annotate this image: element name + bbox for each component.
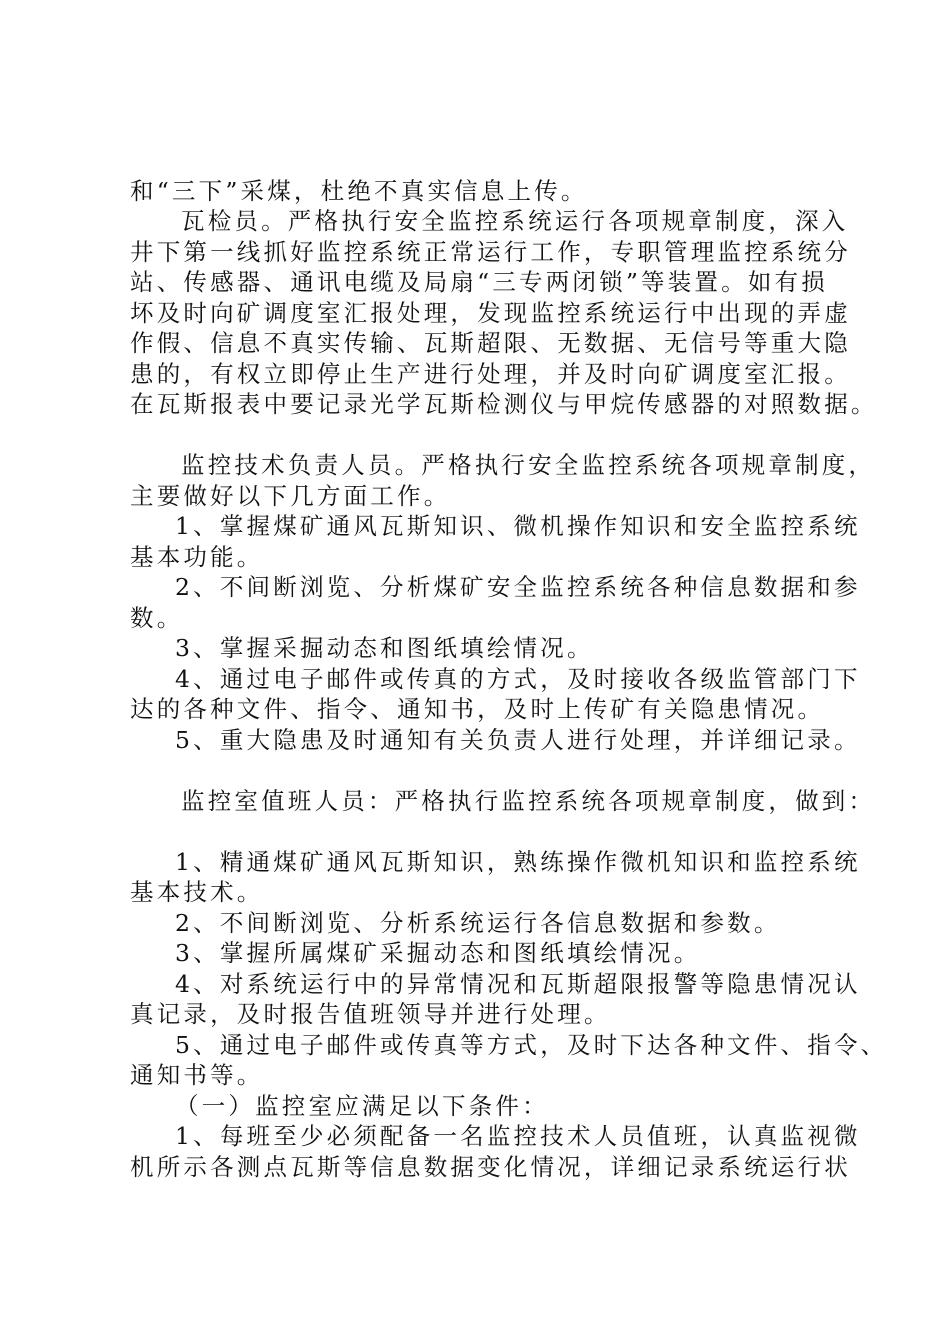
text-line: 主要做好以下几方面工作。 [130, 482, 451, 510]
text-line: 在瓦斯报表中要记录光学瓦斯检测仪与甲烷传感器的对照数据。 [130, 390, 878, 418]
text-line: 2、不间断浏览、分析系统运行各信息数据和参数。 [175, 909, 781, 937]
text-line: 坏及时向矿调度室汇报处理，发现监控系统运行中出现的弄虚 [130, 299, 851, 327]
text-line: 3、掌握采掘动态和图纸填绘情况。 [175, 634, 594, 662]
text-line: 患的，有权立即停止生产进行处理，并及时向矿调度室汇报。 [130, 360, 851, 388]
text-line: 1、精通煤矿通风瓦斯知识，熟练操作微机知识和监控系统 [175, 848, 861, 876]
text-line: 通知书等。 [130, 1061, 264, 1089]
text-line: 作假、信息不真实传输、瓦斯超限、无数据、无信号等重大隐 [130, 329, 851, 357]
text-line: 4、通过电子邮件或传真的方式，及时接收各级监管部门下 [175, 665, 861, 693]
text-line: 5、通过电子邮件或传真等方式，及时下达各种文件、指令、 [175, 1031, 888, 1059]
text-line: 基本功能。 [130, 543, 264, 571]
text-line: 2、不间断浏览、分析煤矿安全监控系统各种信息数据和参 [175, 573, 861, 601]
text-line: 1、掌握煤矿通风瓦斯知识、微机操作知识和安全监控系统 [175, 512, 861, 540]
text-line: 机所示各测点瓦斯等信息数据变化情况，详细记录系统运行状 [130, 1153, 851, 1181]
text-line: 井下第一线抓好监控系统正常运行工作，专职管理监控系统分 [130, 238, 851, 266]
text-line: 达的各种文件、指令、通知书，及时上传矿有关隐患情况。 [130, 695, 825, 723]
text-line: 站、传感器、通讯电缆及局扇“三专两闭锁”等装置。如有损 [130, 268, 828, 296]
text-line: 4、对系统运行中的异常情况和瓦斯超限报警等隐患情况认 [175, 970, 861, 998]
text-line: 监控技术负责人员。严格执行安全监控系统各项规章制度， [181, 451, 876, 479]
text-line: （一）监控室应满足以下条件： [175, 1092, 549, 1120]
text-line: 瓦检员。严格执行安全监控系统运行各项规章制度，深入 [181, 207, 849, 235]
text-line: 基本技术。 [130, 878, 264, 906]
text-line: 监控室值班人员：严格执行监控系统各项规章制度，做到： [181, 787, 876, 815]
text-line: 5、重大隐患及时通知有关负责人进行处理，并详细记录。 [175, 726, 861, 754]
text-line: 真记录，及时报告值班领导并进行处理。 [130, 1000, 611, 1028]
text-line: 3、掌握所属煤矿采掘动态和图纸填绘情况。 [175, 939, 701, 967]
text-line: 数。 [130, 604, 184, 632]
text-line: 1、每班至少必须配备一名监控技术人员值班，认真监视微 [175, 1122, 861, 1150]
text-line: 和“三下”采煤，杜绝不真实信息上传。 [130, 177, 588, 205]
